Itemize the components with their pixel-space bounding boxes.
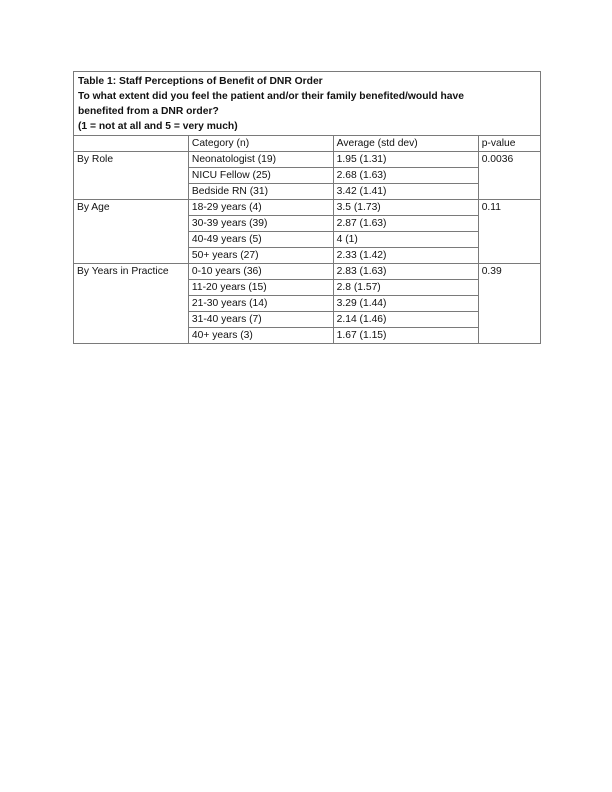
average-cell: 2.68 (1.63) (333, 168, 478, 184)
category-cell: NICU Fellow (25) (188, 168, 333, 184)
average-cell: 3.5 (1.73) (333, 200, 478, 216)
header-category: Category (n) (188, 136, 333, 152)
table-row (74, 264, 541, 280)
category-cell: 40-49 years (5) (188, 232, 333, 248)
table-body (74, 72, 541, 344)
table-row (74, 200, 541, 216)
p-value-cell: 0.11 (478, 200, 540, 264)
category-cell: 21-30 years (14) (188, 296, 333, 312)
header-p-value: p-value (478, 136, 540, 152)
average-cell: 1.67 (1.15) (333, 328, 478, 344)
average-cell: 2.83 (1.63) (333, 264, 478, 280)
average-cell: 2.8 (1.57) (333, 280, 478, 296)
category-cell: Bedside RN (31) (188, 184, 333, 200)
average-cell: 3.42 (1.41) (333, 184, 478, 200)
caption-title: Table 1: Staff Perceptions of Benefit of DNR Order (78, 76, 323, 87)
p-value-cell: 0.39 (478, 264, 540, 344)
caption-row (74, 72, 541, 136)
category-cell: Neonatologist (19) (188, 152, 333, 168)
header-group (74, 136, 189, 152)
category-cell: 18-29 years (4) (188, 200, 333, 216)
staff-perceptions-table (73, 71, 541, 344)
average-cell: 3.29 (1.44) (333, 296, 478, 312)
category-cell: 0-10 years (36) (188, 264, 333, 280)
category-cell: 11-20 years (15) (188, 280, 333, 296)
average-cell: 2.14 (1.46) (333, 312, 478, 328)
staff-perceptions-table-container (73, 71, 541, 344)
caption-question-line-1: To what extent did you feel the patient and/or their family benefited/would have (78, 91, 464, 102)
category-cell: 31-40 years (7) (188, 312, 333, 328)
p-value-cell: 0.0036 (478, 152, 540, 200)
category-cell: 40+ years (3) (188, 328, 333, 344)
table-caption (74, 72, 541, 136)
group-label: By Age (74, 200, 189, 264)
average-cell: 2.87 (1.63) (333, 216, 478, 232)
average-cell: 2.33 (1.42) (333, 248, 478, 264)
group-label: By Role (74, 152, 189, 200)
header-row (74, 136, 541, 152)
caption-question-line-2: benefited from a DNR order? (78, 106, 219, 117)
average-cell: 1.95 (1.31) (333, 152, 478, 168)
average-cell: 4 (1) (333, 232, 478, 248)
table-row (74, 152, 541, 168)
header-average: Average (std dev) (333, 136, 478, 152)
caption-scale-note: (1 = not at all and 5 = very much) (78, 121, 238, 132)
category-cell: 50+ years (27) (188, 248, 333, 264)
category-cell: 30-39 years (39) (188, 216, 333, 232)
group-label: By Years in Practice (74, 264, 189, 344)
